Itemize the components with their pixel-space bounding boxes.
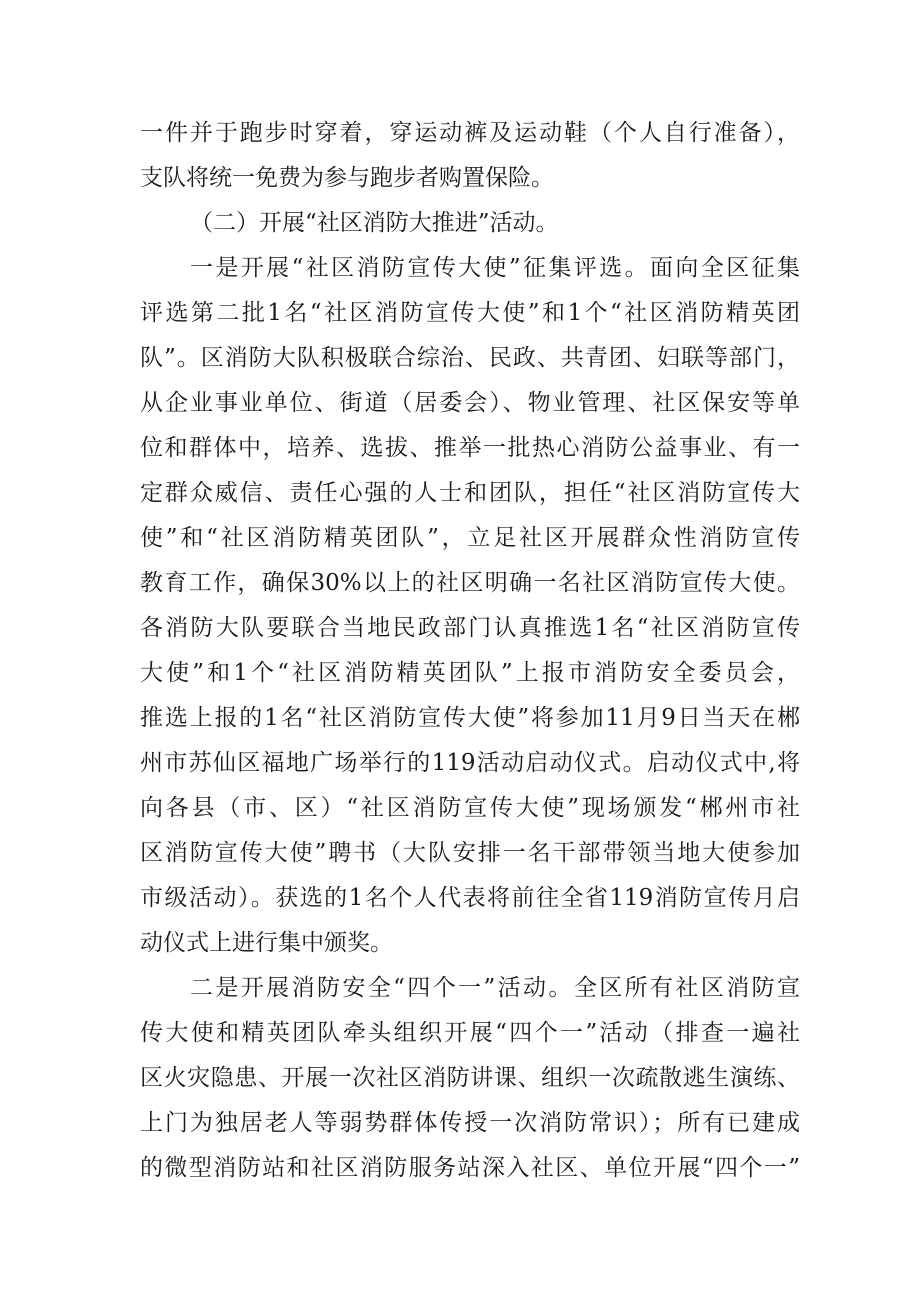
- section-heading: （二）开展“社区消防大推进”活动。: [190, 210, 559, 236]
- text-line-17: 区消防宣传大使”聘书（大队安排一名干部带领当地大使参加: [140, 840, 800, 866]
- text-line-22: 区火灾隐患、开展一次社区消防讲课、组织一次疏散逃生演练、: [140, 1065, 800, 1091]
- text-line-13: 大使”和1个“社区消防精英团队”上报市消防安全委员会，: [140, 660, 800, 686]
- text-line-10: 使”和“社区消防精英团队”，立足社区开展群众性消防宣传: [140, 525, 800, 551]
- text-line-8: 位和群体中，培养、选拔、推举一批热心消防公益事业、有一: [140, 435, 800, 461]
- text-line-16: 向各县（市、区）“社区消防宣传大使”现场颁发“郴州市社: [140, 795, 800, 821]
- text-line-5: 评选第二批1名“社区消防宣传大使”和1个“社区消防精英团: [140, 300, 800, 326]
- text-line-1: 一件并于跑步时穿着，穿运动裤及运动鞋（个人自行准备），: [140, 120, 800, 146]
- text-line-21: 传大使和精英团队牵头组织开展“四个一”活动（排查一遍社: [140, 1020, 800, 1046]
- text-line-15: 州市苏仙区福地广场举行的119活动启动仪式。启动仪式中,将: [140, 750, 800, 776]
- text-line-23: 上门为独居老人等弱势群体传授一次消防常识）；所有已建成: [140, 1110, 800, 1136]
- text-line-6: 队”。区消防大队积极联合综治、民政、共青团、妇联等部门，: [140, 345, 800, 371]
- text-line-7: 从企业事业单位、街道（居委会）、物业管理、社区保安等单: [140, 390, 800, 416]
- text-line-12: 各消防大队要联合当地民政部门认真推选1名“社区消防宣传: [140, 615, 800, 641]
- text-line-18: 市级活动）。获选的1名个人代表将前往全省119消防宣传月启: [140, 885, 800, 911]
- text-line-24: 的微型消防站和社区消防服务站深入社区、单位开展“四个一”: [140, 1155, 800, 1181]
- text-line-2: 支队将统一免费为参与跑步者购置保险。: [140, 165, 554, 191]
- text-line-9: 定群众威信、责任心强的人士和团队，担任“社区消防宣传大: [140, 480, 800, 506]
- text-line-4: 一是开展“社区消防宣传大使”征集评选。面向全区征集: [190, 255, 800, 281]
- text-line-19: 动仪式上进行集中颁奖。: [140, 930, 393, 956]
- text-line-20: 二是开展消防安全“四个一”活动。全区所有社区消防宣: [190, 975, 800, 1001]
- text-line-14: 推选上报的1名“社区消防宣传大使”将参加11月9日当天在郴: [140, 705, 800, 731]
- text-line-11: 教育工作，确保30%以上的社区明确一名社区消防宣传大使。: [140, 570, 800, 596]
